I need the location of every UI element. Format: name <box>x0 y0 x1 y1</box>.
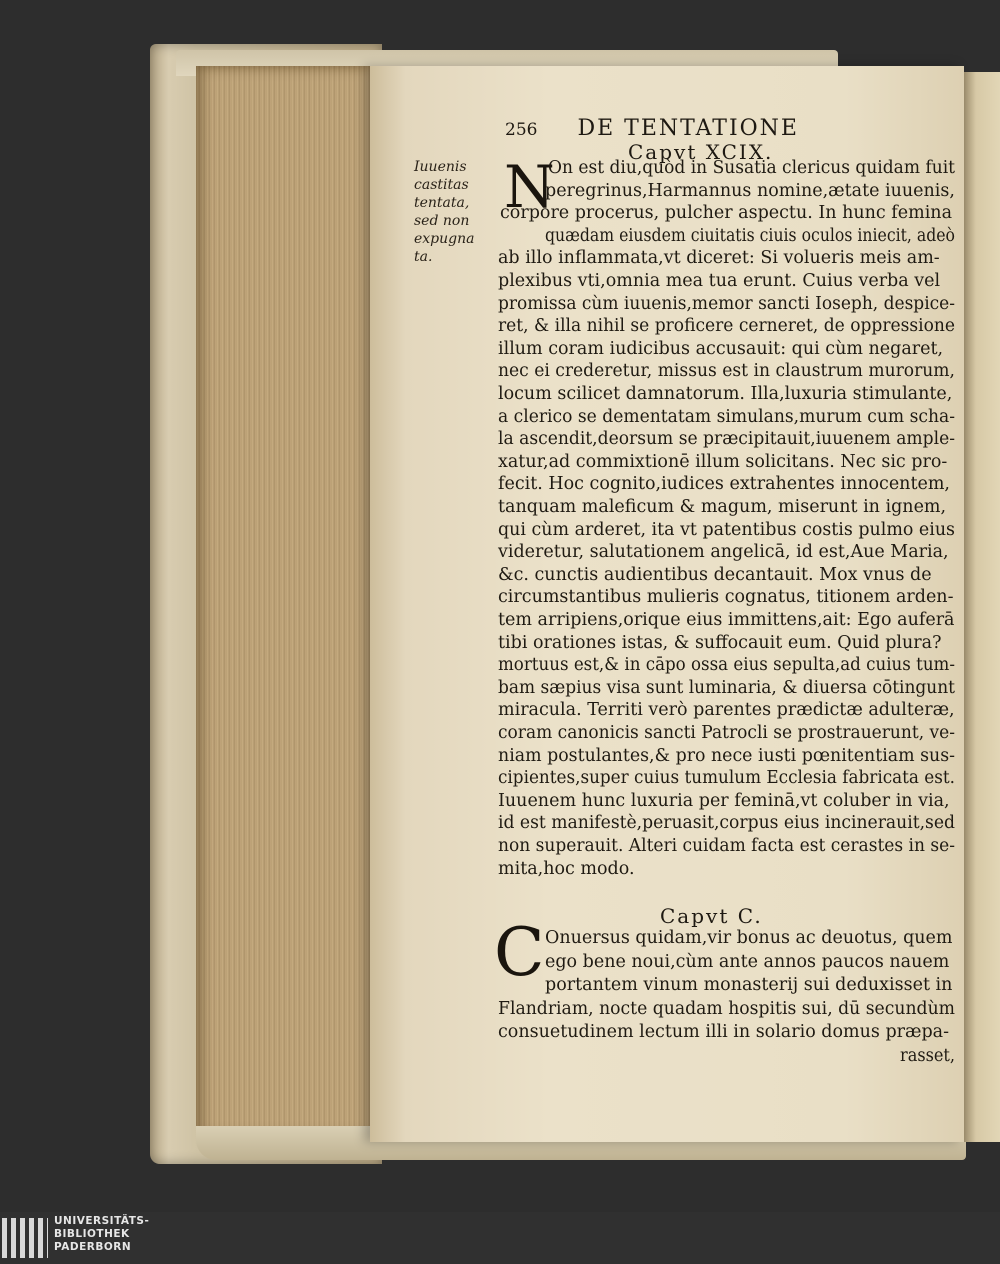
text-line: niam postulantes,& pro nece iusti pœnitentiam sus- <box>498 745 955 766</box>
margin-note-line: Iuuenis <box>414 159 467 175</box>
library-footer <box>0 1212 1000 1264</box>
library-name-line: PADERBORN <box>54 1241 132 1253</box>
library-logo-icon <box>2 1218 48 1258</box>
text-line: portantem vinum monasterij sui deduxisset in <box>545 975 953 995</box>
text-line: cipientes,super cuius tumulum Ecclesia fabricata est. <box>498 768 955 789</box>
page-number: 256 <box>505 120 538 140</box>
margin-note-line: ta. <box>414 249 433 265</box>
text-line: consuetudinem lectum illi in solario domus præpa- <box>498 1022 950 1042</box>
text-line: non superauit. Alteri cuidam facta est cerastes in se- <box>498 836 955 856</box>
text-line: promissa cùm iuuenis,memor sancti Ioseph, despice- <box>498 293 955 314</box>
text-line: quædam eiusdem ciuitatis ciuis oculos iniecit, adeò <box>545 225 955 246</box>
text-line: fecit. Hoc cognito,iudices extrahentes innocentem, <box>498 474 950 495</box>
text-line: mortuus est,& in cāpo ossa eius sepulta,ad cuius tum- <box>498 655 955 676</box>
text-line: peregrinus,Harmannus nomine,ætate iuuenis, <box>545 180 955 201</box>
text-line: Onuersus quidam,vir bonus ac deuotus, quem <box>545 928 953 948</box>
text-line: id est manifestè,peruasit,corpus eius incinerauit,sed <box>498 813 955 834</box>
text-line: tem arripiens,orique eius immittens,ait: Ego auferā <box>498 610 955 630</box>
text-line: ego bene noui,cùm ante annos paucos nauem <box>545 951 950 972</box>
margin-note-line: expugna <box>414 231 475 247</box>
text-line: rasset, <box>900 1045 955 1066</box>
text-line: &c. cunctis audientibus decantauit. Mox vnus de <box>498 564 932 585</box>
chapter-heading-1: Capvt XCIX. <box>628 140 774 164</box>
text-line: qui cùm arderet, ita vt patentibus costis pulmo eius <box>498 519 955 540</box>
margin-note <box>414 158 494 266</box>
dropcap-n: N <box>504 153 555 221</box>
running-title: DE TENTATIONE <box>577 116 799 141</box>
text-line: locum scilicet damnatorum. Illa,luxuria stimulante, <box>498 384 953 404</box>
dropcap-c: C <box>494 914 545 991</box>
text-line: corpore procerus, pulcher aspectu. In hunc femina <box>500 203 953 224</box>
text-line: miracula. Territi verò parentes prædictæ adulteræ, <box>498 700 955 721</box>
facing-page-edge <box>960 72 1000 1142</box>
text-line: illum coram iudicibus accusauit: qui cùm negaret, <box>498 338 944 359</box>
margin-note-line: castitas <box>414 177 469 193</box>
library-name-line: BIBLIOTHEK <box>54 1228 130 1240</box>
text-line: plexibus vti,omnia mea tua erunt. Cuius verba vel <box>498 271 941 291</box>
text-line: Iuuenem hunc luxuria per feminā,vt coluber in via, <box>498 790 950 811</box>
text-line: tanquam maleficum & magum, miserunt in ignem, <box>498 497 947 517</box>
library-name-line: UNIVERSITÄTS- <box>54 1215 150 1227</box>
text-line: On est diu,quòd in Susatia clericus quidam fuit <box>548 158 955 178</box>
text-line: bam sæpius visa sunt luminaria, & diuersa cōtingunt <box>498 677 955 698</box>
chapter-heading-2: Capvt C. <box>660 904 763 928</box>
text-line: circumstantibus mulieris cognatus, titionem arden- <box>498 587 954 608</box>
text-line: ret, & illa nihil se proficere cerneret, de oppressione <box>498 316 955 337</box>
text-line: nec ei crederetur, missus est in claustrum murorum, <box>498 361 955 382</box>
margin-note-line: tentata, <box>414 195 470 211</box>
text-line: ab illo inflammata,vt diceret: Si volueris meis am- <box>498 248 940 269</box>
page-edges <box>196 66 386 1136</box>
text-line: la ascendit,deorsum se præcipitauit,iuuenem ample- <box>498 429 955 450</box>
text-line: tibi orationes istas, & suffocauit eum. Quid plura? <box>498 632 942 653</box>
text-line: xatur,ad commixtionē illum solicitans. Nec sic pro- <box>498 451 948 472</box>
text-line: a clerico se dementatam simulans,murum cum scha- <box>498 406 955 427</box>
text-line: coram canonicis sancti Patrocli se prostrauerunt, ve- <box>498 723 955 743</box>
text-line: mita,hoc modo. <box>498 858 635 879</box>
library-logo-text <box>54 1215 149 1254</box>
text-line: videretur, salutationem angelicā, id est,Aue Maria, <box>498 542 949 563</box>
running-header <box>505 116 799 141</box>
margin-note-line: sed non <box>414 213 470 229</box>
text-line: Flandriam, nocte quadam hospitis sui, dū secundùm <box>498 998 955 1019</box>
